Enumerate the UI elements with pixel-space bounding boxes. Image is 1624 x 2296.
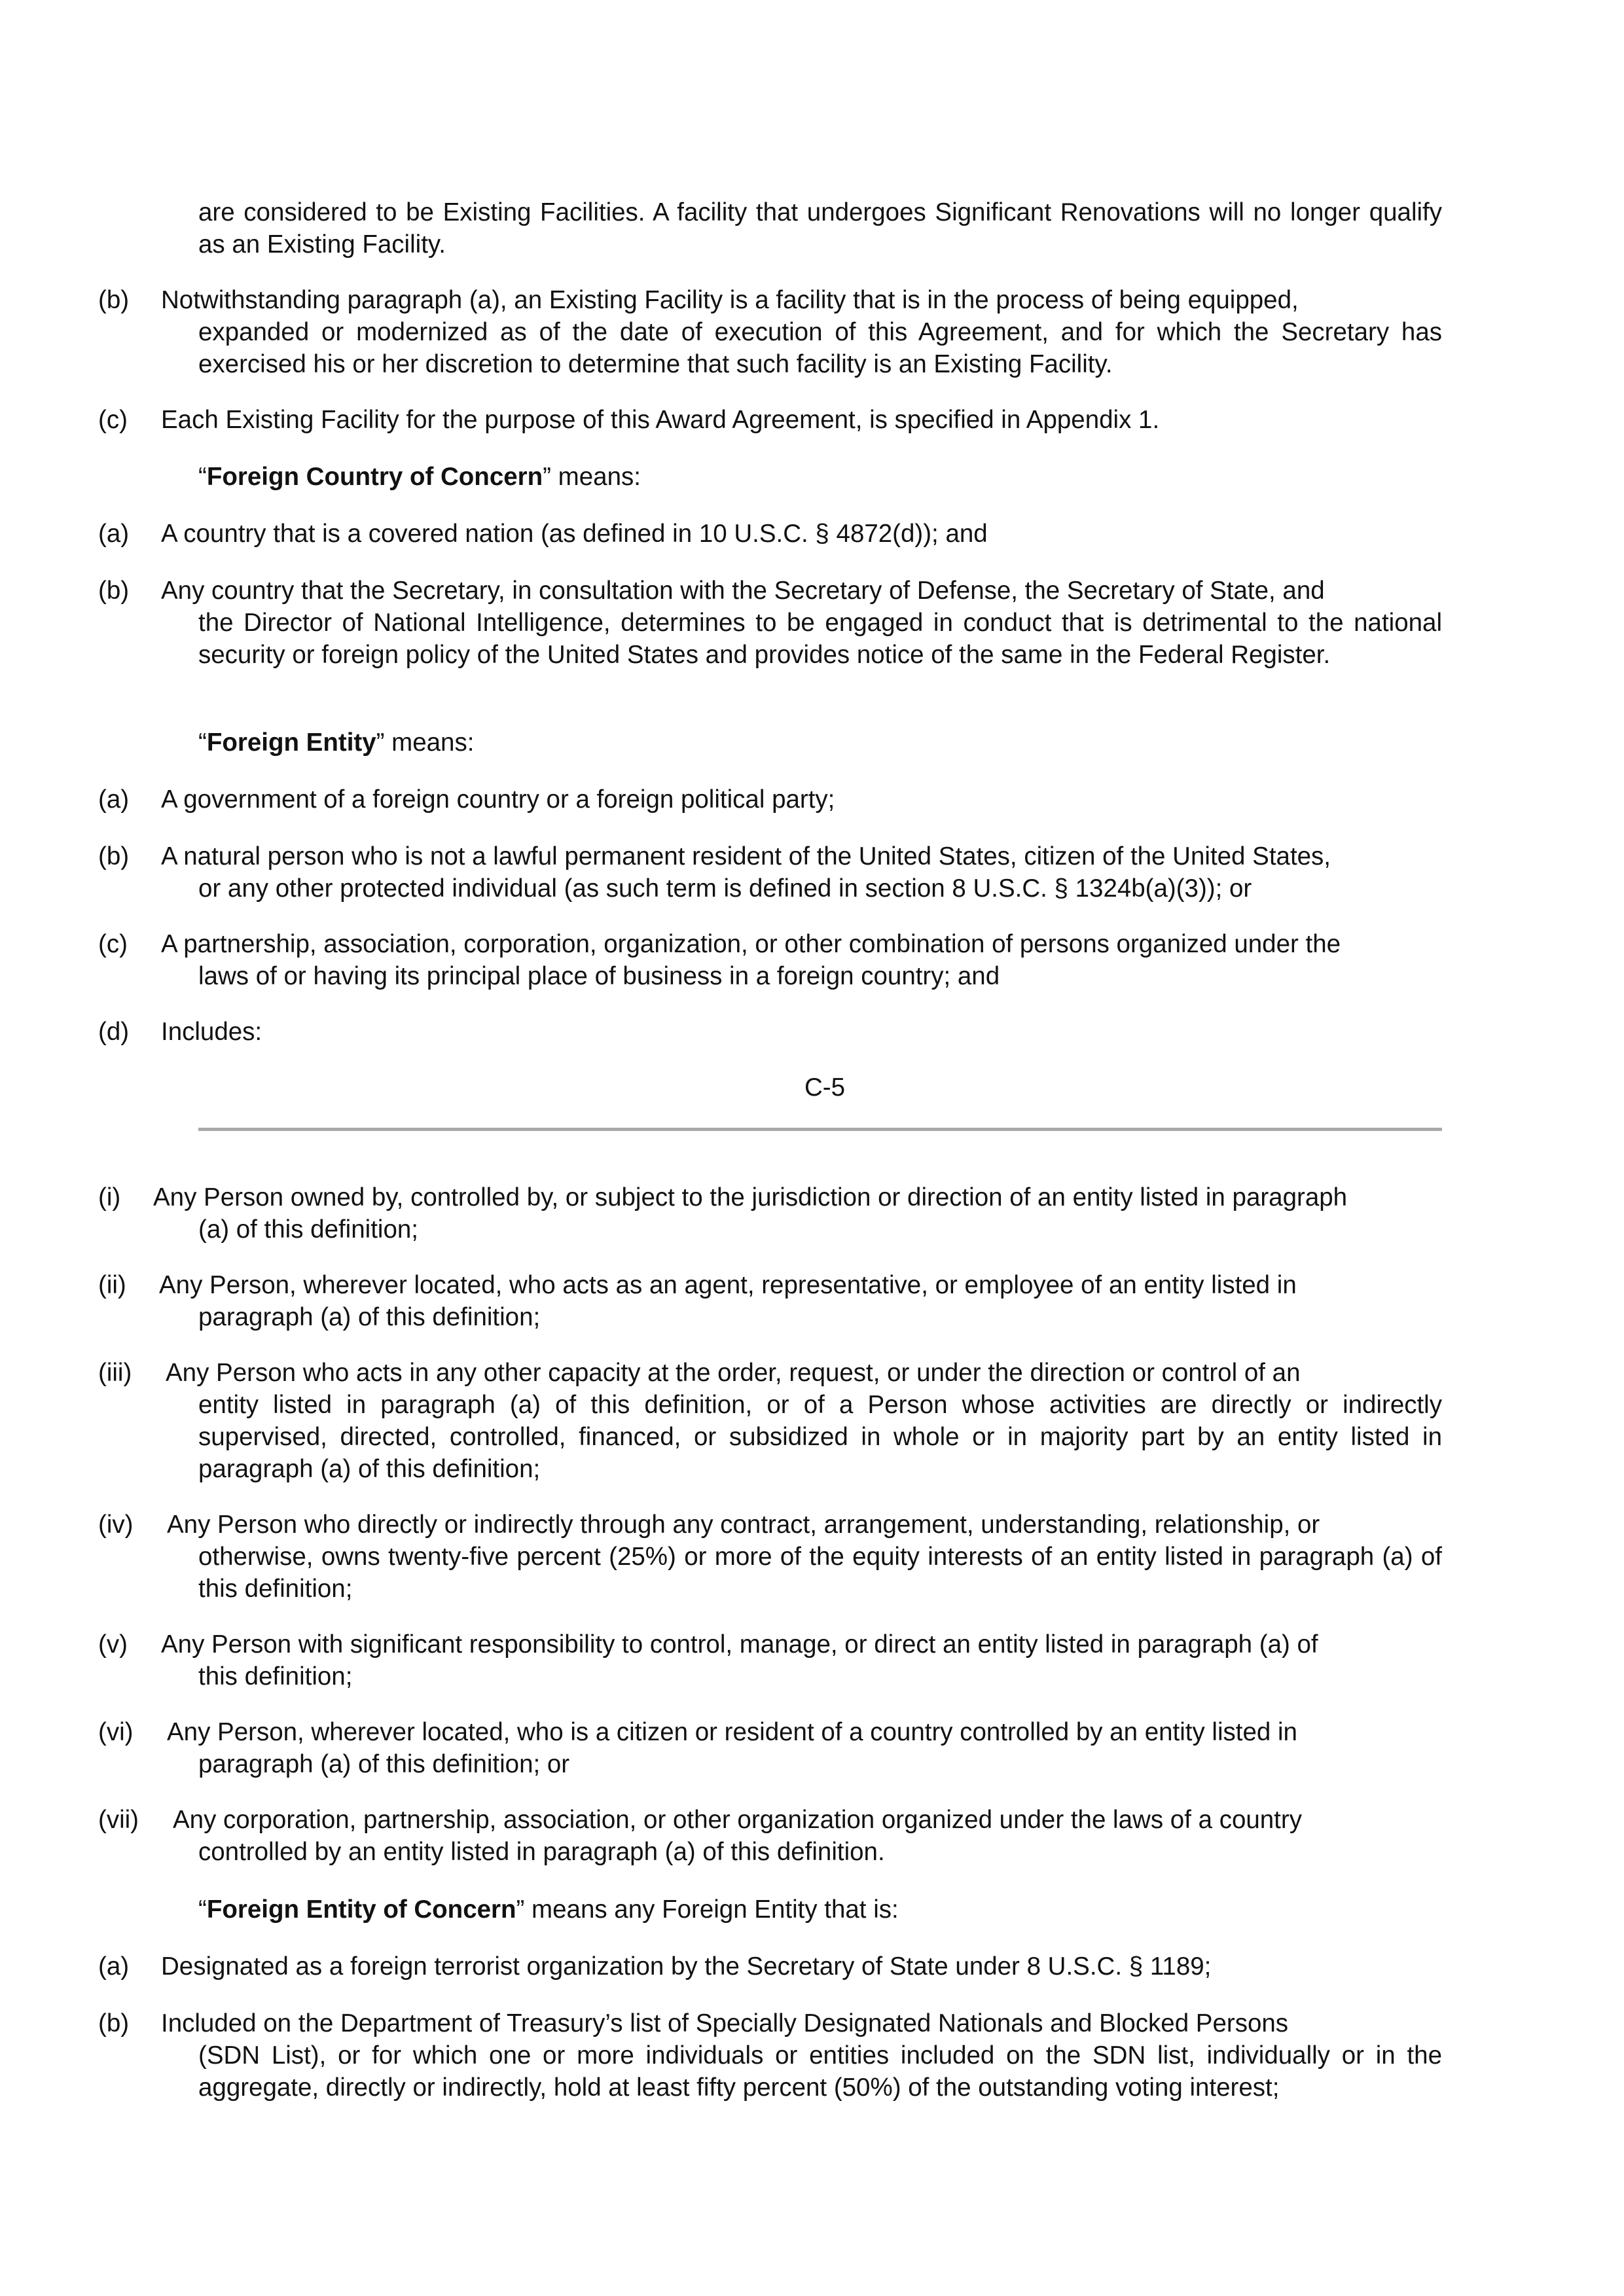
item-lead-line: Includes:: [161, 1018, 262, 1046]
item-label: (a): [98, 785, 130, 814]
item-lead-line: Included on the Department of Treasury’s list of Specially Designated Nationals and Blocked Persons: [161, 2009, 1289, 2037]
item-lead-line: Any Person who directly or indirectly through any contract, arrangement, understanding, relationship, or: [167, 1511, 1320, 1539]
item-text: laws of or having its principal place of business in a foreign country; and: [198, 962, 1000, 990]
item-text: expanded or modernized as of the date of execution of this Agreement, and for which the Secretary has exercised his or her discretion to determine that such facility is an Existing Facility.: [198, 318, 1442, 378]
item-lead-line: Any Person, wherever located, who acts as an agent, representative, or employee of an entity listed in: [159, 1271, 1297, 1299]
item-label: (vii): [98, 1806, 139, 1834]
definition-heading-foreign-country-of-concern: “Foreign Country of Concern” means:: [198, 463, 641, 491]
item-text: controlled by an entity listed in paragraph (a) of this definition.: [198, 1838, 885, 1866]
item-lead-line: A government of a foreign country or a foreign political party;: [161, 785, 835, 814]
item-text: this definition;: [198, 1662, 353, 1691]
page-number: C-5: [804, 1073, 846, 1102]
item-label: (a): [98, 520, 130, 548]
item-text: (SDN List), or for which one or more individuals or entities included on the SDN list, individually or in the aggregate, directly or indirectly, hold at least fifty percent (50%) of the outstanding voting interest;: [198, 2041, 1442, 2102]
item-label: (vi): [98, 1718, 134, 1746]
item-label: (b): [98, 577, 130, 605]
item-lead-line: Any country that the Secretary, in consultation with the Secretary of Defense, the Secretary of State, and: [161, 577, 1325, 605]
item-lead-line: A country that is a covered nation (as defined in 10 U.S.C. § 4872(d)); and: [161, 520, 988, 548]
item-text: (a) of this definition;: [198, 1215, 418, 1244]
item-label: (iv): [98, 1511, 134, 1539]
item-label: (i): [98, 1183, 121, 1211]
item-lead-line: Any Person with significant responsibility to control, manage, or direct an entity listed in paragraph (a) of: [161, 1630, 1318, 1659]
item-text: paragraph (a) of this definition; or: [198, 1750, 570, 1778]
definition-heading-foreign-entity-of-concern: “Foreign Entity of Concern” means any Foreign Entity that is:: [198, 1895, 899, 1924]
item-lead-line: Each Existing Facility for the purpose of this Award Agreement, is specified in Appendix 1.: [161, 406, 1160, 434]
item-lead-line: A partnership, association, corporation, organization, or other combination of persons organized under the: [161, 930, 1341, 958]
page-divider: [198, 1128, 1442, 1131]
item-label: (b): [98, 286, 130, 314]
item-label: (ii): [98, 1271, 126, 1299]
item-label: (c): [98, 406, 128, 434]
item-lead-line: Notwithstanding paragraph (a), an Existing Facility is a facility that is in the process of being equipped,: [161, 286, 1299, 314]
item-lead-line: Any Person who acts in any other capacity at the order, request, or under the direction or control of an: [166, 1359, 1301, 1387]
item-text: entity listed in paragraph (a) of this definition, or of a Person whose activities are directly or indirectly supervised, directed, controlled, financed, or subsidized in whole or in majority part by an entity listed in paragraph (a) of this definition;: [198, 1391, 1442, 1483]
item-lead-line: Designated as a foreign terrorist organization by the Secretary of State under 8 U.S.C. § 1189;: [161, 1952, 1212, 1981]
item-label: (iii): [98, 1359, 132, 1387]
item-label: (a): [98, 1952, 130, 1981]
item-lead-line: Any Person owned by, controlled by, or subject to the jurisdiction or direction of an entity listed in paragraph: [153, 1183, 1348, 1211]
definition-heading-foreign-entity: “Foreign Entity” means:: [198, 728, 475, 757]
continuation-paragraph: are considered to be Existing Facilities. A facility that undergoes Significant Renovations will no longer qualify as an Existing Facility.: [198, 198, 1442, 259]
item-label: (b): [98, 842, 130, 870]
item-text: or any other protected individual (as such term is defined in section 8 U.S.C. § 1324b(a)(3)); or: [198, 874, 1252, 903]
item-text: the Director of National Intelligence, determines to be engaged in conduct that is detrimental to the national security or foreign policy of the United States and provides notice of the same in the Federal Register.: [198, 609, 1442, 669]
item-label: (c): [98, 930, 128, 958]
item-text: paragraph (a) of this definition;: [198, 1303, 541, 1331]
item-label: (v): [98, 1630, 128, 1659]
item-label: (b): [98, 2009, 130, 2037]
item-text: otherwise, owns twenty-five percent (25%) or more of the equity interests of an entity listed in paragraph (a) of this definition;: [198, 1543, 1442, 1603]
item-lead-line: A natural person who is not a lawful permanent resident of the United States, citizen of the United States,: [161, 842, 1331, 870]
item-lead-line: Any Person, wherever located, who is a citizen or resident of a country controlled by an entity listed in: [167, 1718, 1297, 1746]
item-lead-line: Any corporation, partnership, association, or other organization organized under the laws of a country: [173, 1806, 1302, 1834]
item-label: (d): [98, 1018, 130, 1046]
